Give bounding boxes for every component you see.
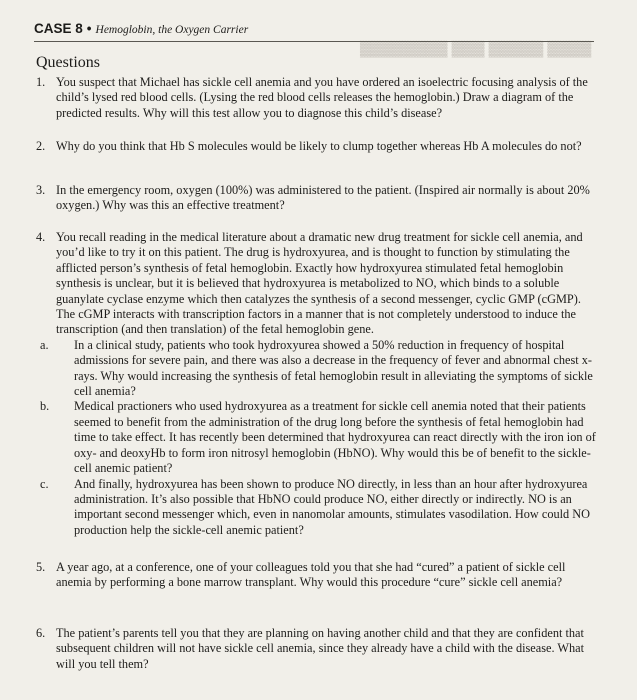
question-text: Why do you think that Hb S molecules would be likely to clump together whereas Hb A molecules do not?	[56, 139, 582, 153]
question-text: You suspect that Michael has sickle cell anemia and you have ordered an isoelectric focusing analysis of the child’s lysed red blood cells. (Lysing the red blood cells releases the hemoglobin.) Draw a diagram of the predicted results. Why will this test allow you to diagnose this child’s disease?	[56, 75, 588, 120]
page-header	[34, 20, 594, 42]
question-text: A year ago, at a conference, one of your colleagues told you that she had “cured” a patient of sickle cell anemia by performing a bone marrow transplant. Why would this procedure “cure” sickle cell anemia?	[56, 560, 566, 590]
header-bullet: •	[86, 21, 92, 36]
question-number: 6.	[36, 626, 46, 640]
question-5	[36, 560, 596, 591]
case-subtitle: Hemoglobin, the Oxygen Carrier	[95, 24, 249, 36]
subquestion-c	[40, 476, 596, 539]
bleed-through-text: ▓▓▓▓ ▓▓▓▓▓ ▓▓▓ ▓▓▓▓▓▓▓▓	[360, 40, 592, 57]
case-label: CASE 8	[34, 21, 83, 36]
question-number: 4.	[36, 230, 46, 244]
question-6	[36, 626, 596, 672]
question-4	[36, 230, 596, 538]
question-2	[36, 139, 596, 154]
subquestion-b	[40, 399, 596, 476]
subquestion-text: Medical practioners who used hydroxyurea as a treatment for sickle cell anemia noted that their patients seemed to benefit from the administration of the drug long before the synthesis of fetal hemoglobin had time to take effect. It has recently been determined that hydroxyurea can react directly with the iron ion of oxy- and deoxyHb to form iron nitrosyl hemoglobin (HbNO). Why would this be of benefit to the sickle-cell anemic patient?	[74, 399, 596, 476]
subquestion-letter: b.	[40, 399, 50, 414]
question-number: 3.	[36, 183, 46, 197]
question-number: 5.	[36, 560, 46, 574]
question-number: 1.	[36, 75, 46, 89]
question-text: The patient’s parents tell you that they are planning on having another child and that they are confident that subsequent children will not have sickle cell anemia, since they already have a child with the disease. What will you tell them?	[56, 626, 585, 671]
question-1	[36, 75, 596, 121]
question-text: You recall reading in the medical literature about a dramatic new drug treatment for sickle cell anemia, and you’d like to try it on this patient. The drug is hydroxyurea, and is thought to function by stimulating the afflicted person’s synthesis of fetal hemoglobin. Exactly how hydroxyurea stimulated fetal hemoglobin synthesis is unclear, but it is believed that hydroxyurea is metabolized to NO, which binds to a soluble guanylate cyclase enzyme which then catalyzes the synthesis of a second messenger, cyclic GMP (cGMP). The cGMP interacts with transcription factors in a manner that is not completely understood to induce the transcription (and then translation) of the fetal hemoglobin gene.	[56, 230, 583, 337]
subquestion-letter: c.	[40, 476, 49, 491]
question-text: In the emergency room, oxygen (100%) was administered to the patient. (Inspired air normally is about 20% oxygen.) Why was this an effective treatment?	[56, 183, 590, 213]
question-number: 2.	[36, 139, 46, 153]
section-title: Questions	[36, 54, 100, 71]
subquestion-text: In a clinical study, patients who took hydroxyurea showed a 50% reduction in frequency of hospital admissions for severe pain, and there was also a decrease in the frequency of fever and abnormal chest x-rays. Why would increasing the synthesis of fetal hemoglobin result in alleviating the symptoms of sickle cell anemia?	[74, 337, 593, 399]
subquestion-a	[40, 337, 596, 400]
subquestion-letter: a.	[40, 337, 49, 352]
subquestion-text: And finally, hydroxyurea has been shown to produce NO directly, in less than an hour after hydroxyurea administration. It’s also possible that HbNO could produce NO, either directly or indirectly. NO is an important second messenger which, even in nanomolar amounts, stimulates vasodilation. How could NO production help the sickle-cell anemic patient?	[74, 476, 591, 537]
question-3	[36, 183, 596, 214]
